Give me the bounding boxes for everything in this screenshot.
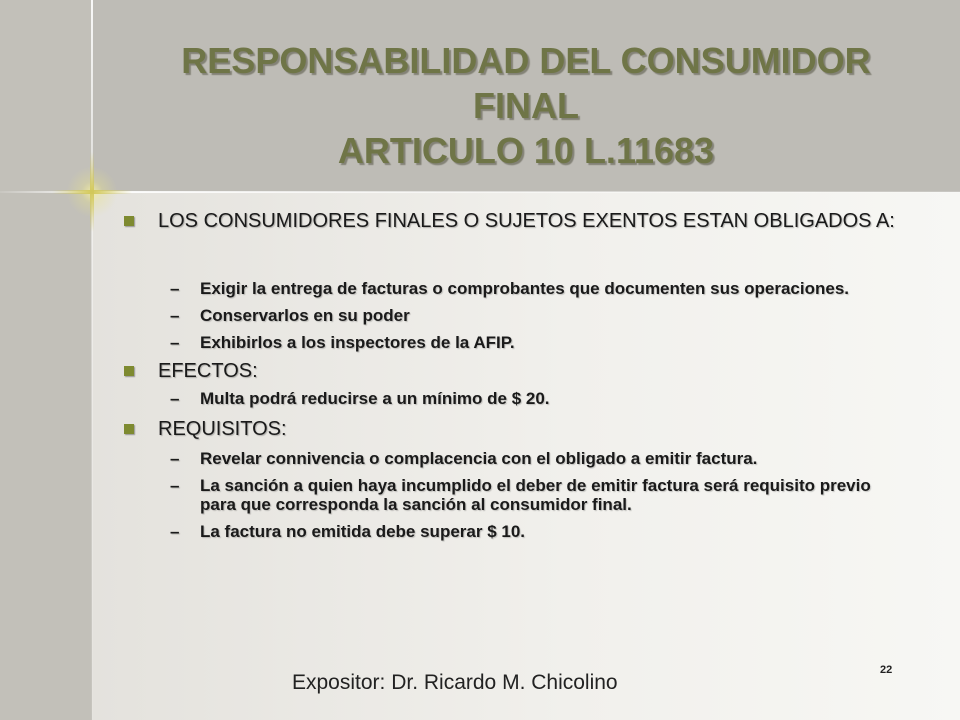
subitem-text: Multa podrá reducirse a un mínimo de $ 20. — [200, 389, 550, 408]
dash-marker: – — [170, 522, 180, 541]
title-line-3: ARTICULO 10 L.11683 — [337, 130, 715, 171]
subitem-text: Exhibirlos a los inspectores de la AFIP. — [200, 333, 515, 352]
bullet-square-icon — [124, 366, 134, 376]
subitem — [120, 476, 900, 514]
subitem-text: Conservarlos en su poder — [200, 306, 410, 325]
horizontal-light-line — [0, 191, 960, 193]
bullet-requisitos — [120, 418, 900, 441]
dash-marker: – — [170, 389, 180, 408]
presenter-footer: Expositor: Dr. Ricardo M. Chicolino — [292, 671, 618, 694]
subitem — [120, 449, 900, 468]
dash-marker: – — [170, 306, 180, 325]
subitem — [120, 333, 900, 352]
title-line-2: FINAL — [473, 85, 579, 126]
dash-marker: – — [170, 279, 180, 298]
subitem-text: Revelar connivencia o complacencia con el obligado a emitir factura. — [200, 449, 758, 468]
slide-title — [92, 38, 960, 173]
bullet-text: LOS CONSUMIDORES FINALES O SUJETOS EXENTOS ESTAN OBLIGADOS A: — [158, 210, 895, 232]
subitem-text: La sanción a quien haya incumplido el deber de emitir factura será requisito previo para que corresponda la sanción al consumidor final. — [200, 476, 871, 514]
subitem-text: La factura no emitida debe superar $ 10. — [200, 522, 526, 541]
slide-body — [120, 210, 900, 541]
bullet-square-icon — [124, 216, 134, 226]
subitem — [120, 279, 900, 298]
bullet-square-icon — [124, 424, 134, 434]
dash-marker: – — [170, 333, 180, 352]
bullet-text: REQUISITOS: — [158, 418, 287, 440]
title-line-1: RESPONSABILIDAD DEL CONSUMIDOR — [181, 40, 871, 81]
subitem — [120, 522, 900, 541]
page-number: 22 — [880, 664, 893, 676]
bullet-obligaciones — [120, 210, 900, 233]
bullet-text: EFECTOS: — [158, 360, 258, 382]
left-decor-strip — [0, 0, 92, 720]
subitem-text: Exigir la entrega de facturas o comprobantes que documenten sus operaciones. — [200, 279, 850, 298]
subitem — [120, 389, 900, 408]
subitem — [120, 306, 900, 325]
bullet-efectos — [120, 360, 900, 383]
dash-marker: – — [170, 476, 180, 495]
dash-marker: – — [170, 449, 180, 468]
